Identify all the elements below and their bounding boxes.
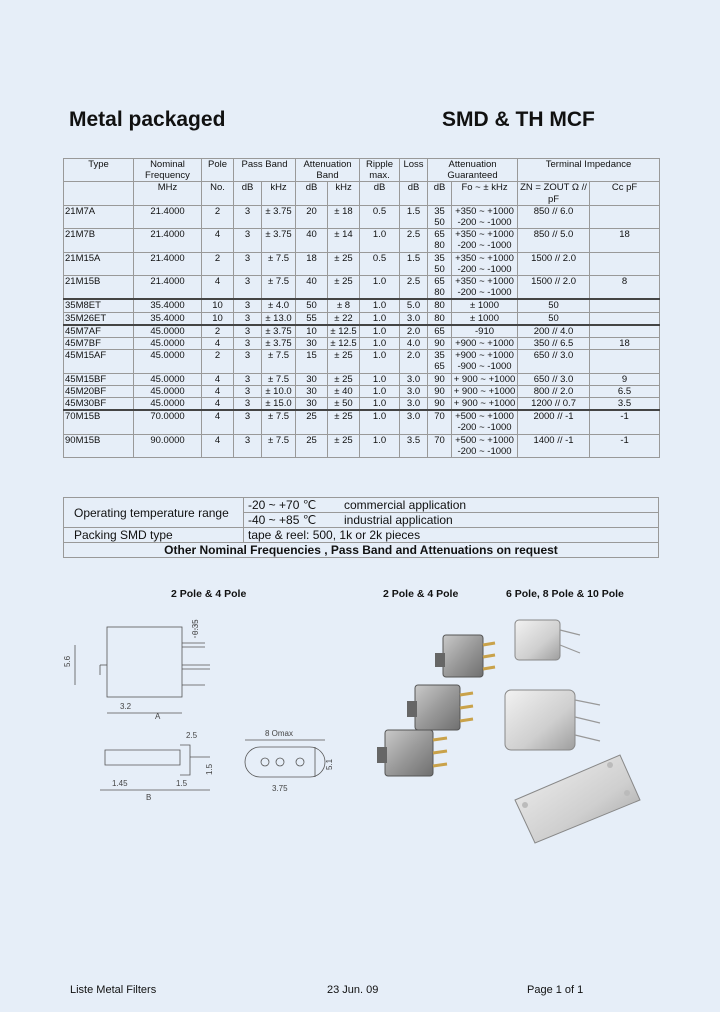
table-cell: 40 bbox=[296, 229, 328, 252]
table-cell bbox=[590, 252, 660, 275]
photo-caption-large: 6 Pole, 8 Pole & 10 Pole bbox=[506, 588, 624, 600]
table-cell bbox=[590, 312, 660, 325]
temp-range-2: -40 ~ +85 ℃ bbox=[248, 513, 317, 527]
table-cell: 3.0 bbox=[400, 312, 428, 325]
table-cell: 35 65 bbox=[428, 350, 452, 373]
table-cell: 45M20BF bbox=[64, 385, 134, 397]
col-ripple: Ripple max. bbox=[360, 159, 400, 182]
table-cell: 35.4000 bbox=[134, 312, 202, 325]
unit-khz: kHz bbox=[328, 182, 360, 205]
temp-range-label: Operating temperature range bbox=[64, 498, 244, 528]
table-cell: 3.5 bbox=[590, 398, 660, 411]
temp-desc-1: commercial application bbox=[344, 498, 467, 512]
footer-date: 23 Jun. 09 bbox=[327, 984, 379, 996]
table-cell: 10 bbox=[296, 325, 328, 338]
table-cell: 3 bbox=[234, 338, 262, 350]
table-cell: ± 1000 bbox=[452, 312, 518, 325]
table-cell: 45M15AF bbox=[64, 350, 134, 373]
table-cell: 25 bbox=[296, 410, 328, 434]
table-cell: +500 ~ +1000 -200 ~ -1000 bbox=[452, 434, 518, 457]
unit-impedance: ZN = ZOUT Ω // pF bbox=[518, 182, 590, 205]
table-cell: 3.0 bbox=[400, 385, 428, 397]
page-title: Metal packaged bbox=[69, 108, 226, 131]
col-attenuation-band: Attenuation Band bbox=[296, 159, 360, 182]
table-cell: ± 40 bbox=[328, 385, 360, 397]
table-cell: 90 bbox=[428, 338, 452, 350]
table-cell: 800 // 2.0 bbox=[518, 385, 590, 397]
table-cell: 21M15B bbox=[64, 276, 134, 300]
table-cell: ± 10.0 bbox=[262, 385, 296, 397]
table-cell: 3 bbox=[234, 325, 262, 338]
table-cell: 1.0 bbox=[360, 410, 400, 434]
table-cell bbox=[590, 205, 660, 228]
table-row bbox=[64, 325, 660, 338]
col-terminal-impedance: Terminal Impedance bbox=[518, 159, 660, 182]
table-cell: 18 bbox=[590, 338, 660, 350]
table-cell: ± 18 bbox=[328, 205, 360, 228]
table-cell: 2.5 bbox=[400, 229, 428, 252]
table-cell: ± 3.75 bbox=[262, 325, 296, 338]
table-cell: 45.0000 bbox=[134, 350, 202, 373]
table-cell: ± 22 bbox=[328, 312, 360, 325]
table-cell: 1.5 bbox=[400, 205, 428, 228]
product-line-title: SMD & TH MCF bbox=[442, 108, 595, 131]
table-row bbox=[64, 385, 660, 397]
table-cell: 70.0000 bbox=[134, 410, 202, 434]
table-row bbox=[64, 373, 660, 385]
table-cell: 4 bbox=[202, 410, 234, 434]
unit-no: No. bbox=[202, 182, 234, 205]
table-cell: ± 1000 bbox=[452, 299, 518, 312]
table-cell: 3 bbox=[234, 252, 262, 275]
table-cell: 35M8ET bbox=[64, 299, 134, 312]
table-cell: + 900 ~ +1000 bbox=[452, 398, 518, 411]
table-cell: 650 // 3.0 bbox=[518, 373, 590, 385]
on-request-note: Other Nominal Frequencies , Pass Band and Attenuations on request bbox=[64, 543, 659, 558]
table-row bbox=[64, 205, 660, 228]
table-cell: ± 7.5 bbox=[262, 350, 296, 373]
table-cell: 50 bbox=[518, 312, 590, 325]
table-cell: ± 7.5 bbox=[262, 410, 296, 434]
table-cell: ± 25 bbox=[328, 350, 360, 373]
table-row bbox=[64, 229, 660, 252]
table-cell: 2 bbox=[202, 325, 234, 338]
table-cell: ± 8 bbox=[328, 299, 360, 312]
table-cell: 25 bbox=[296, 434, 328, 457]
dim-omax: 8 Omax bbox=[265, 729, 294, 738]
temp-range-industrial bbox=[244, 513, 659, 528]
table-cell: 3.5 bbox=[400, 434, 428, 457]
table-cell: ± 7.5 bbox=[262, 373, 296, 385]
table-cell: 0.5 bbox=[360, 252, 400, 275]
table-cell: 30 bbox=[296, 398, 328, 411]
table-cell: 30 bbox=[296, 385, 328, 397]
table-cell: 2 bbox=[202, 205, 234, 228]
th-filter-large bbox=[515, 755, 640, 843]
unit-db: dB bbox=[360, 182, 400, 205]
table-row bbox=[64, 398, 660, 411]
table-cell: 1.0 bbox=[360, 350, 400, 373]
product-photos bbox=[365, 605, 665, 845]
table-cell: ± 3.75 bbox=[262, 229, 296, 252]
table-cell bbox=[590, 325, 660, 338]
table-cell: 1.0 bbox=[360, 325, 400, 338]
unit-db: dB bbox=[296, 182, 328, 205]
table-cell: 10 bbox=[202, 299, 234, 312]
table-cell: 70 bbox=[428, 434, 452, 457]
info-table bbox=[63, 497, 659, 558]
table-cell: 21M7A bbox=[64, 205, 134, 228]
table-cell: + 900 ~ +1000 bbox=[452, 385, 518, 397]
table-cell: 45.0000 bbox=[134, 398, 202, 411]
th-filter-medium bbox=[505, 690, 600, 750]
table-cell: 1.0 bbox=[360, 398, 400, 411]
table-cell: 1.0 bbox=[360, 229, 400, 252]
unit-db: dB bbox=[428, 182, 452, 205]
table-cell: + 900 ~ +1000 bbox=[452, 373, 518, 385]
smd-filter-2 bbox=[407, 685, 473, 730]
dim-top: 2.5 bbox=[186, 731, 198, 740]
table-cell: 35M26ET bbox=[64, 312, 134, 325]
table-header-row bbox=[64, 159, 660, 182]
table-cell: 80 bbox=[428, 299, 452, 312]
table-cell: 3.0 bbox=[400, 373, 428, 385]
unit-khz: kHz bbox=[262, 182, 296, 205]
table-cell: 15 bbox=[296, 350, 328, 373]
col-pole: Pole bbox=[202, 159, 234, 182]
table-cell: 200 // 4.0 bbox=[518, 325, 590, 338]
table-cell: 4 bbox=[202, 276, 234, 300]
table-cell: 2000 // -1 bbox=[518, 410, 590, 434]
table-cell: 30 bbox=[296, 338, 328, 350]
th-filter-small bbox=[515, 620, 580, 660]
dim-bot1: 1.45 bbox=[112, 779, 128, 788]
table-cell: 90.0000 bbox=[134, 434, 202, 457]
table-cell: 1.0 bbox=[360, 276, 400, 300]
dim-a: A bbox=[155, 712, 161, 721]
table-cell: 1.0 bbox=[360, 373, 400, 385]
unit-db: dB bbox=[234, 182, 262, 205]
table-cell: 35 50 bbox=[428, 205, 452, 228]
table-cell: 2.5 bbox=[400, 276, 428, 300]
dim-bot3: 3.75 bbox=[272, 784, 288, 793]
table-cell: 45.0000 bbox=[134, 373, 202, 385]
table-cell: ± 7.5 bbox=[262, 252, 296, 275]
table-cell: 3.0 bbox=[400, 398, 428, 411]
table-cell: -1 bbox=[590, 434, 660, 457]
dim-bot2: 1.5 bbox=[176, 779, 188, 788]
table-cell: 850 // 5.0 bbox=[518, 229, 590, 252]
table-cell: 45.0000 bbox=[134, 325, 202, 338]
table-cell: 50 bbox=[296, 299, 328, 312]
table-cell: 35 50 bbox=[428, 252, 452, 275]
table-cell: +350 ~ +1000 -200 ~ -1000 bbox=[452, 229, 518, 252]
table-cell: 350 // 6.5 bbox=[518, 338, 590, 350]
table-cell: 3 bbox=[234, 385, 262, 397]
table-cell: 9 bbox=[590, 373, 660, 385]
footer-page: Page 1 of 1 bbox=[527, 984, 584, 996]
col-pass-band: Pass Band bbox=[234, 159, 296, 182]
table-cell bbox=[590, 299, 660, 312]
table-row bbox=[64, 434, 660, 457]
col-attenuation-guaranteed: Attenuation Guaranteed bbox=[428, 159, 518, 182]
table-cell: ± 25 bbox=[328, 252, 360, 275]
table-cell: 45M30BF bbox=[64, 398, 134, 411]
table-cell: 4.0 bbox=[400, 338, 428, 350]
table-cell: 45.0000 bbox=[134, 338, 202, 350]
smd-filter-3 bbox=[377, 730, 447, 776]
table-cell: 90 bbox=[428, 398, 452, 411]
table-cell: ± 14 bbox=[328, 229, 360, 252]
temp-range-1: -20 ~ +70 ℃ bbox=[248, 498, 317, 512]
table-cell: 21.4000 bbox=[134, 252, 202, 275]
table-cell: 3 bbox=[234, 229, 262, 252]
smd-filter-1 bbox=[435, 635, 495, 677]
table-cell: -910 bbox=[452, 325, 518, 338]
table-cell: 4 bbox=[202, 373, 234, 385]
temp-range-commercial bbox=[244, 498, 659, 513]
table-cell: 10 bbox=[202, 312, 234, 325]
table-cell: 1.0 bbox=[360, 299, 400, 312]
unit-db: dB bbox=[400, 182, 428, 205]
dim-h1: 0.35 bbox=[191, 619, 200, 635]
table-cell: +350 ~ +1000 -200 ~ -1000 bbox=[452, 252, 518, 275]
col-frequency: Nominal Frequency bbox=[134, 159, 202, 182]
table-cell: 3 bbox=[234, 299, 262, 312]
table-cell: 4 bbox=[202, 229, 234, 252]
table-cell: 21M7B bbox=[64, 229, 134, 252]
table-row bbox=[64, 338, 660, 350]
table-cell: 70 bbox=[428, 410, 452, 434]
table-cell: 850 // 6.0 bbox=[518, 205, 590, 228]
col-loss: Loss bbox=[400, 159, 428, 182]
table-cell: 2.0 bbox=[400, 325, 428, 338]
packing-label: Packing SMD type bbox=[64, 528, 244, 543]
table-cell: 1.5 bbox=[400, 252, 428, 275]
table-cell: 45.0000 bbox=[134, 385, 202, 397]
table-cell: 90 bbox=[428, 373, 452, 385]
table-cell: -1 bbox=[590, 410, 660, 434]
table-cell: 5.0 bbox=[400, 299, 428, 312]
footer-doc-name: Liste Metal Filters bbox=[70, 984, 157, 996]
table-cell: 45M7BF bbox=[64, 338, 134, 350]
table-cell: 35.4000 bbox=[134, 299, 202, 312]
dimension-drawing bbox=[60, 605, 360, 810]
table-cell: +500 ~ +1000 -200 ~ -1000 bbox=[452, 410, 518, 434]
table-cell: 0.5 bbox=[360, 205, 400, 228]
table-cell: 45M7AF bbox=[64, 325, 134, 338]
table-cell: 1.0 bbox=[360, 312, 400, 325]
table-cell: ± 4.0 bbox=[262, 299, 296, 312]
table-cell: 40 bbox=[296, 276, 328, 300]
table-cell: 3 bbox=[234, 350, 262, 373]
temp-desc-2: industrial application bbox=[344, 513, 453, 527]
table-cell: 65 80 bbox=[428, 229, 452, 252]
table-cell: ± 3.75 bbox=[262, 205, 296, 228]
table-cell: 3 bbox=[234, 410, 262, 434]
table-cell: 1.0 bbox=[360, 434, 400, 457]
table-cell: ± 13.0 bbox=[262, 312, 296, 325]
table-cell: 45M15BF bbox=[64, 373, 134, 385]
table-cell: 21M15A bbox=[64, 252, 134, 275]
table-cell: 650 // 3.0 bbox=[518, 350, 590, 373]
table-cell: +900 ~ +1000 bbox=[452, 338, 518, 350]
table-cell: ± 12.5 bbox=[328, 325, 360, 338]
table-cell: 3 bbox=[234, 312, 262, 325]
table-cell: 3 bbox=[234, 373, 262, 385]
table-row bbox=[64, 299, 660, 312]
dim-side: 5.1 bbox=[325, 758, 334, 770]
dim-h2: 5.6 bbox=[63, 655, 72, 667]
table-cell: 2.0 bbox=[400, 350, 428, 373]
table-cell: +350 ~ +1000 -200 ~ -1000 bbox=[452, 205, 518, 228]
table-cell: ± 25 bbox=[328, 434, 360, 457]
packing-value: tape & reel: 500, 1k or 2k pieces bbox=[244, 528, 659, 543]
table-cell: 30 bbox=[296, 373, 328, 385]
table-cell: 3 bbox=[234, 205, 262, 228]
table-cell: 8 bbox=[590, 276, 660, 300]
unit-blank bbox=[64, 182, 134, 205]
dim-right-h: 1.5 bbox=[205, 763, 214, 775]
unit-cc: Cc pF bbox=[590, 182, 660, 205]
table-row bbox=[64, 276, 660, 300]
table-cell: ± 15.0 bbox=[262, 398, 296, 411]
table-cell: 90M15B bbox=[64, 434, 134, 457]
table-cell: 21.4000 bbox=[134, 229, 202, 252]
table-cell: 90 bbox=[428, 385, 452, 397]
table-cell: 1500 // 2.0 bbox=[518, 276, 590, 300]
table-cell: ± 25 bbox=[328, 276, 360, 300]
table-cell: 55 bbox=[296, 312, 328, 325]
table-cell: 1200 // 0.7 bbox=[518, 398, 590, 411]
table-cell: ± 7.5 bbox=[262, 276, 296, 300]
photo-caption-small: 2 Pole & 4 Pole bbox=[383, 588, 459, 600]
filter-spec-table bbox=[63, 158, 660, 458]
table-cell: 2 bbox=[202, 252, 234, 275]
table-unit-row bbox=[64, 182, 660, 205]
table-cell: 50 bbox=[518, 299, 590, 312]
table-cell: 80 bbox=[428, 312, 452, 325]
unit-mhz: MHz bbox=[134, 182, 202, 205]
table-cell: 4 bbox=[202, 385, 234, 397]
table-cell: 21.4000 bbox=[134, 205, 202, 228]
table-cell: 65 bbox=[428, 325, 452, 338]
table-cell: 4 bbox=[202, 338, 234, 350]
table-cell: ± 12.5 bbox=[328, 338, 360, 350]
table-cell: 1.0 bbox=[360, 338, 400, 350]
col-type: Type bbox=[64, 159, 134, 182]
table-cell: 1500 // 2.0 bbox=[518, 252, 590, 275]
table-cell: 2 bbox=[202, 350, 234, 373]
drawing-caption: 2 Pole & 4 Pole bbox=[171, 588, 247, 600]
table-cell: 4 bbox=[202, 434, 234, 457]
table-cell: ± 3.75 bbox=[262, 338, 296, 350]
table-cell: 3.0 bbox=[400, 410, 428, 434]
table-cell: 70M15B bbox=[64, 410, 134, 434]
table-cell: 3 bbox=[234, 434, 262, 457]
table-cell: 6.5 bbox=[590, 385, 660, 397]
table-row bbox=[64, 410, 660, 434]
dim-b: B bbox=[146, 793, 152, 802]
table-cell: +350 ~ +1000 -200 ~ -1000 bbox=[452, 276, 518, 300]
table-cell: 3 bbox=[234, 398, 262, 411]
table-cell: 18 bbox=[296, 252, 328, 275]
table-cell: 3 bbox=[234, 276, 262, 300]
table-cell: ± 7.5 bbox=[262, 434, 296, 457]
table-row bbox=[64, 350, 660, 373]
table-cell: +900 ~ +1000 -900 ~ -1000 bbox=[452, 350, 518, 373]
table-cell: 65 80 bbox=[428, 276, 452, 300]
table-cell: ± 50 bbox=[328, 398, 360, 411]
unit-fo: Fo ~ ± kHz bbox=[452, 182, 518, 205]
table-cell: ± 25 bbox=[328, 373, 360, 385]
table-cell: 1400 // -1 bbox=[518, 434, 590, 457]
table-row bbox=[64, 312, 660, 325]
table-cell: 18 bbox=[590, 229, 660, 252]
table-cell: ± 25 bbox=[328, 410, 360, 434]
table-cell: 4 bbox=[202, 398, 234, 411]
table-cell: 21.4000 bbox=[134, 276, 202, 300]
table-cell: 20 bbox=[296, 205, 328, 228]
dim-w1: 3.2 bbox=[120, 702, 132, 711]
table-row bbox=[64, 252, 660, 275]
table-cell: 1.0 bbox=[360, 385, 400, 397]
table-cell bbox=[590, 350, 660, 373]
